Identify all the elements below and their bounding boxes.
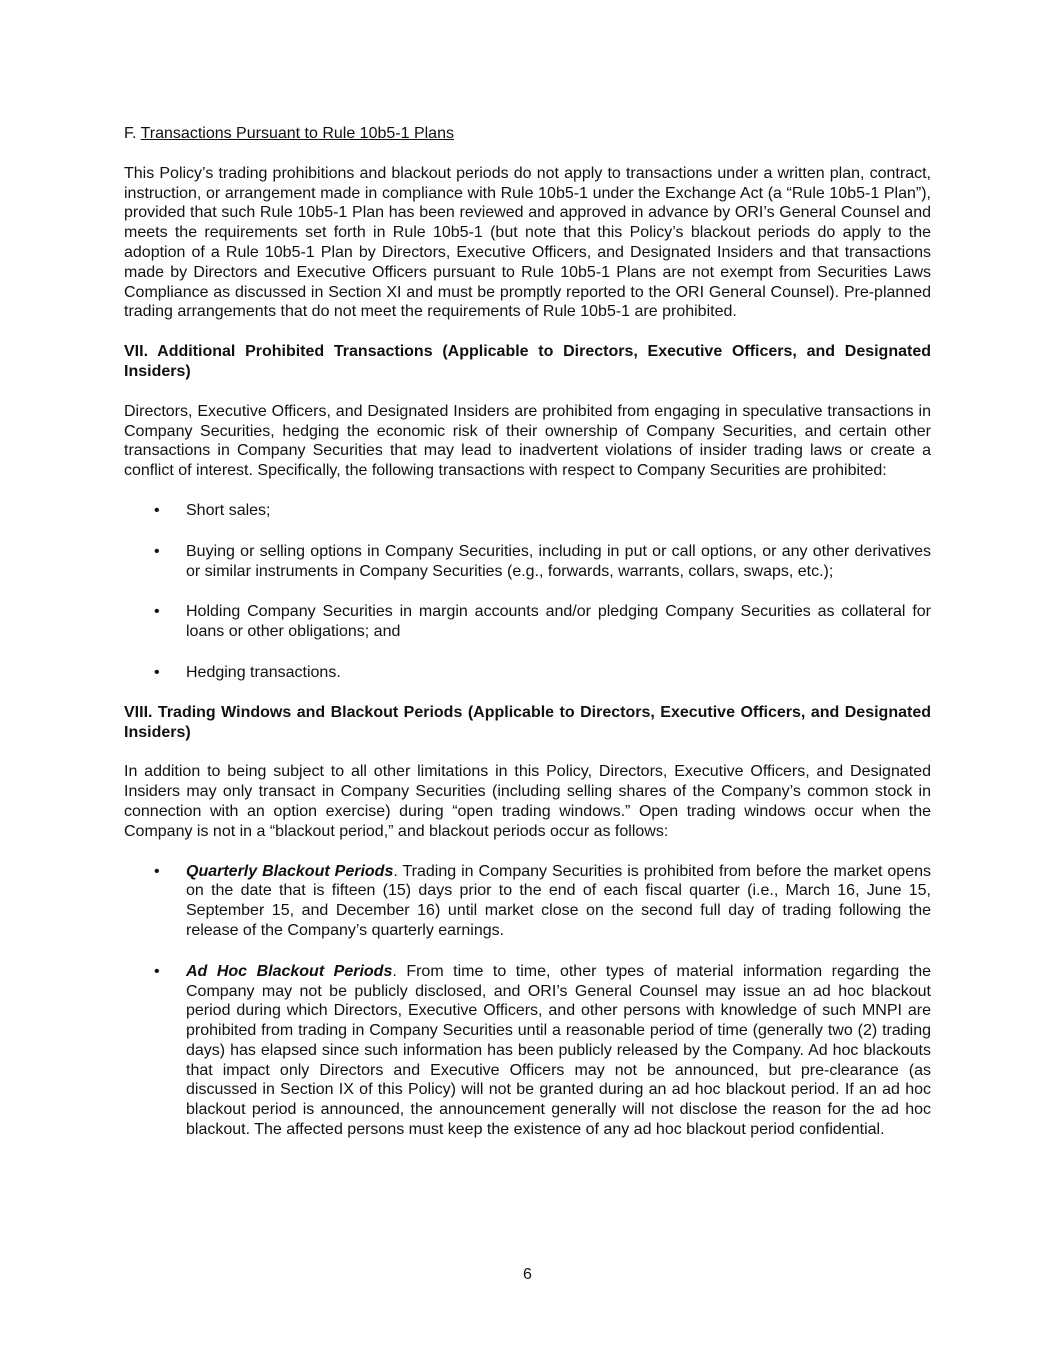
list-item-term: Quarterly Blackout Periods bbox=[186, 862, 394, 880]
section-vii-intro: Directors, Executive Officers, and Designated Insiders are prohibited from engaging in speculative transactions in Company Securities, hedging the economic risk of their ownership of Company Securities, and certain other transactions in Company Securities that may lead to inadvertent violations of insider trading laws or create a conflict of interest. Specifically, the following transactions with respect to Company Securities are prohibited: bbox=[124, 402, 931, 480]
list-item bbox=[124, 862, 931, 941]
bullet-icon: • bbox=[154, 603, 160, 621]
bullet-icon: • bbox=[154, 501, 160, 519]
bullet-icon: • bbox=[154, 663, 160, 681]
section-f-body: This Policy’s trading prohibitions and blackout periods do not apply to transactions under a written plan, contract, instruction, or arrangement made in compliance with Rule 10b5-1 under the Exchange Act (a “Rule 10b5-1 Plan”), provided that such Rule 10b5-1 Plan has been reviewed and approved in advance by ORI’s General Counsel and meets the requirements set forth in Rule 10b5-1 (but note that this Policy’s blackout periods do apply to the adoption of a Rule 10b5-1 Plan by Directors, Executive Officers, and Designated Insiders and that transactions made by Directors and Executive Officers pursuant to Rule 10b5-1 Plans are not exempt from Securities Laws Compliance as discussed in Section XI and must be promptly reported to the ORI General Counsel). Pre-planned trading arrangements that do not meet the requirements of Rule 10b5-1 are prohibited. bbox=[124, 164, 931, 321]
list-item bbox=[124, 962, 931, 1140]
document-page bbox=[124, 124, 931, 1140]
list-item-text: . From time to time, other types of material information regarding the Company may not be publicly disclosed, and ORI’s General Counsel may issue an ad hoc blackout period during which Directors, Executive Officers, and other persons with knowledge of such MNPI are prohibited from trading in Company Securities until a reasonable period of time (generally two (2) trading days) has elapsed since such information has been publicly released by the Company. Ad hoc blackouts that impact only Directors and Executive Officers may not be announced, but pre-clearance (as discussed in Section IX of this Policy) will not be granted during an ad hoc blackout period. If an ad hoc blackout period is announced, the announcement generally will not disclose the reason for the ad hoc blackout. The affected persons must keep the existence of any ad hoc blackout period confidential. bbox=[186, 962, 931, 1139]
list-item bbox=[124, 501, 931, 521]
section-viii-intro: In addition to being subject to all other limitations in this Policy, Directors, Executive Officers, and Designated Insiders may only transact in Company Securities (including selling shares of the Company’s common stock in connection with an option exercise) during “open trading windows.” Open trading windows occur when the Company is not in a “blackout period,” and blackout periods occur as follows: bbox=[124, 763, 931, 840]
list-item-text: Short sales; bbox=[186, 501, 271, 519]
prohibited-transactions-list bbox=[124, 501, 931, 683]
bullet-icon: • bbox=[154, 542, 160, 560]
list-item-text: . Trading in Company Securities is prohibited from before the market opens on the date that is fifteen (15) days prior to the end of each fiscal quarter (i.e., March 16, June 15, September 15, and December 16) until market close on the second full day of trading following the release of the Company’s quarterly earnings. bbox=[186, 862, 931, 939]
bullet-icon: • bbox=[154, 962, 160, 980]
bullet-icon: • bbox=[154, 862, 160, 880]
section-viii-heading: VIII. Trading Windows and Blackout Periods (Applicable to Directors, Executive Officers, and Designated Insiders) bbox=[124, 703, 931, 741]
list-item bbox=[124, 663, 931, 683]
section-f-title-text: Transactions Pursuant to Rule 10b5-1 Plans bbox=[140, 125, 454, 142]
list-item-text: Hedging transactions. bbox=[186, 663, 341, 681]
section-vii-heading: VII. Additional Prohibited Transactions (Applicable to Directors, Executive Officers, and Designated Insiders) bbox=[124, 343, 931, 380]
blackout-periods-list bbox=[124, 862, 931, 1140]
page-number: 6 bbox=[523, 1266, 532, 1283]
list-item-term: Ad Hoc Blackout Periods bbox=[186, 962, 393, 980]
list-item-text: Buying or selling options in Company Securities, including in put or call options, or any other derivatives or similar instruments in Company Securities (e.g., forwards, warrants, collars, swaps, etc.); bbox=[186, 542, 931, 580]
list-item bbox=[124, 542, 931, 582]
list-item-text: Holding Company Securities in margin accounts and/or pledging Company Securities as collateral for loans or other obligations; and bbox=[186, 603, 931, 641]
section-f-prefix: F. bbox=[124, 125, 141, 142]
section-f-title bbox=[124, 124, 931, 144]
list-item bbox=[124, 602, 931, 642]
